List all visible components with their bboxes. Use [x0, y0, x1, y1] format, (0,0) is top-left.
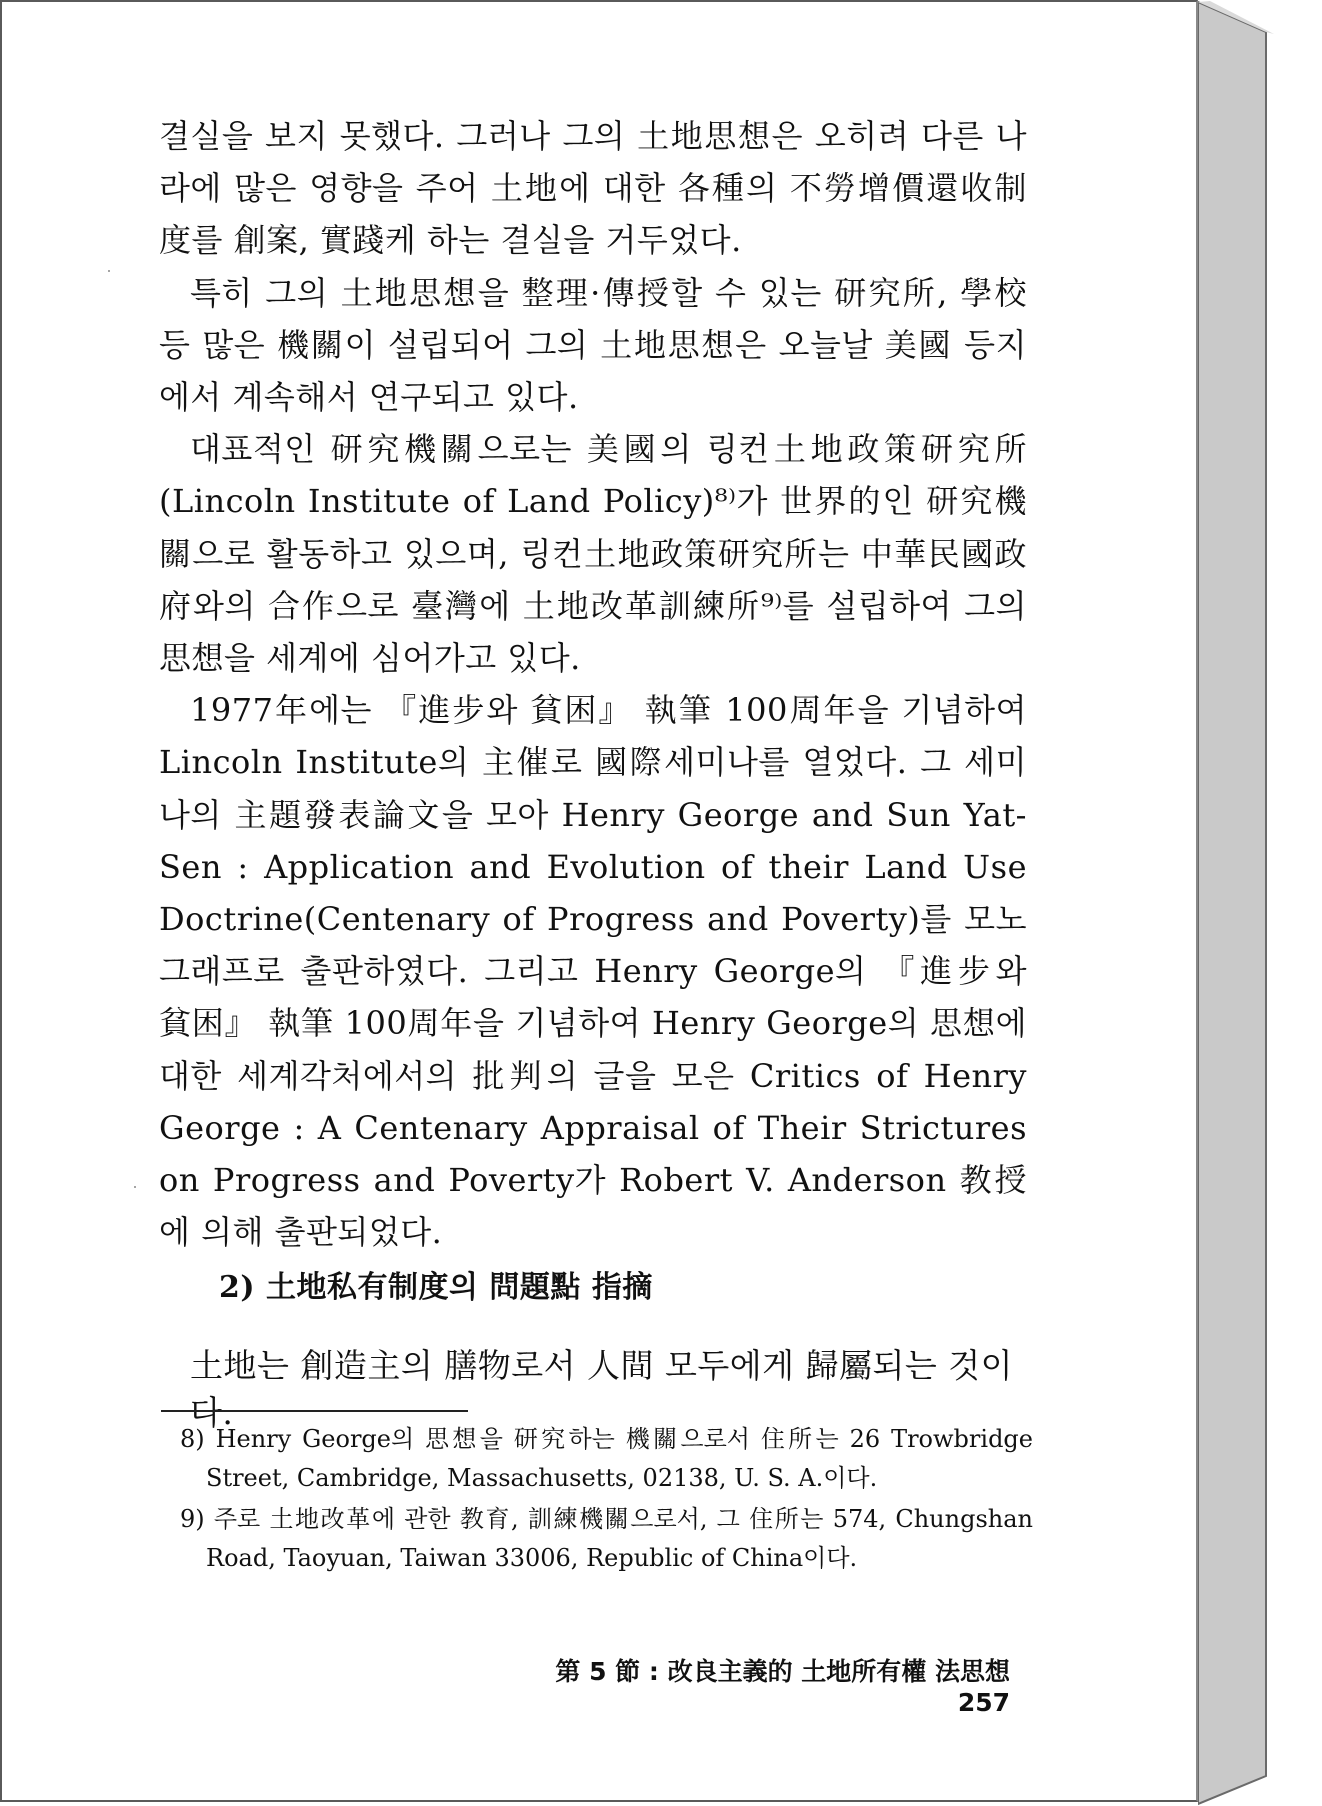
- paragraph-5: 土地는 創造主의 膳物로서 人間 모두에게 歸屬되는 것이다.: [190, 1346, 1013, 1432]
- page-stack-edge: [1198, 0, 1322, 1806]
- scan-speck: [108, 270, 110, 272]
- footnote-9: 9) 주로 土地改革에 관한 教育, 訓練機關으로서, 그 住所는 574, Chungshan Road, Taoyuan, Taiwan 33006, Republic of China이다.: [180, 1505, 1033, 1572]
- footnotes: [180, 1420, 1033, 1578]
- footer-section-title: 第 5 節 : 改良主義的 土地所有權 法思想: [555, 1657, 1010, 1686]
- running-footer: [520, 1652, 1010, 1717]
- footnote-8: 8) Henry George의 思想을 研究하는 機關으로서 住所는 26 Trowbridge Street, Cambridge, Massachusetts, 02138, U. S. A.이다.: [180, 1425, 1033, 1492]
- body-text: [159, 110, 1027, 1258]
- paragraph-1: 결실을 보지 못했다. 그러나 그의 土地思想은 오히려 다른 나라에 많은 영향을 주어 土地에 대한 各種의 不勞增價還收制度를 創案, 實踐케 하는 결실을 거두었다.: [159, 117, 1027, 260]
- scan-speck: [134, 1186, 136, 1188]
- footnote-separator: [161, 1410, 468, 1412]
- paragraph-2: 특히 그의 土地思想을 整理·傳授할 수 있는 研究所, 學校 등 많은 機關이 설립되어 그의 土地思想은 오늘날 美國 등지에서 계속해서 연구되고 있다.: [159, 273, 1027, 417]
- page-number: 257: [957, 1688, 1010, 1717]
- section-heading: 2) 土地私有制度의 問題點 指摘: [219, 1270, 653, 1305]
- paragraph-3: 대표적인 研究機關으로는 美國의 링컨土地政策研究所(Lincoln Institute of Land Policy)⁸⁾가 世界的인 研究機關으로 활동하고 있으며, 링컨土地政策研究所는 中華民國政府와의 合作으로 臺灣에 土地改革訓練所⁹⁾를 설립하여 그의 思想을 세계에 심어가고 있다.: [159, 430, 1027, 678]
- paragraph-4: 1977年에는 『進步와 貧困』 執筆 100周年을 기념하여 Lincoln Institute의 主催로 國際세미나를 열었다. 그 세미나의 主題發表論文을 모아 Henry George and Sun Yat-Sen : Application and Evolution of their Land Use Doctrine(Centenary of Progress and Poverty)를 모노그래프로 출판하였다. 그리고 Henry George의 『進步와 貧困』 執筆 100周年을 기념하여 Henry George의 思想에 대한 세계각처에서의 批判의 글을 모은 Critics of Henry George : A Centenary Appraisal of Their Strictures on Progress and Poverty가 Robert V. Anderson 教授에 의해 출판되었다.: [159, 691, 1027, 1252]
